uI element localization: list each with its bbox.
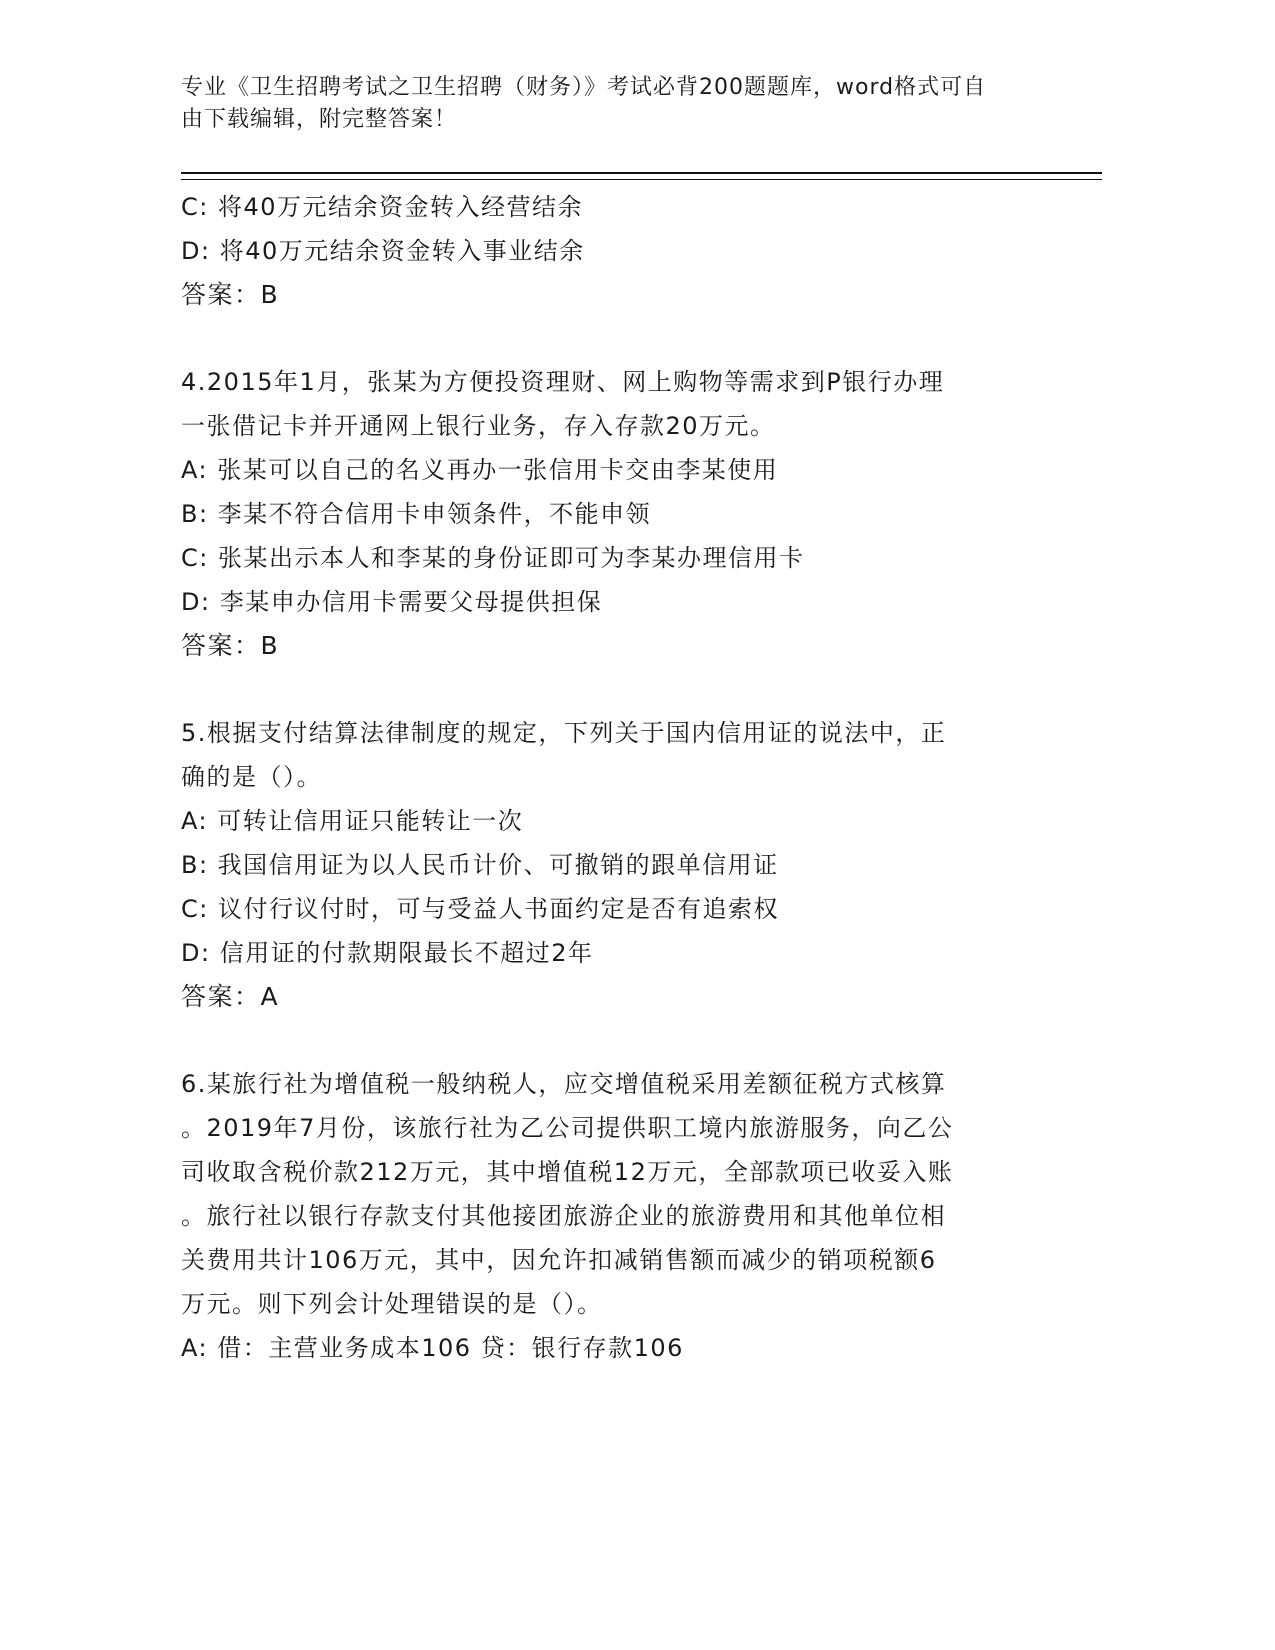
question-6 xyxy=(181,1062,1061,1370)
question-stem-line: 关费用共计106万元，其中，因允许扣减销售额而减少的销项税额6 xyxy=(181,1246,937,1274)
option-c: C: 将40万元结余资金转入经营结余 xyxy=(181,193,584,221)
question-stem-line: 4.2015年1月，张某为方便投资理财、网上购物等需求到P银行办理 xyxy=(181,368,945,396)
answer: 答案：B xyxy=(181,631,280,660)
option-d: D: 李某申办信用卡需要父母提供担保 xyxy=(181,588,603,616)
question-4 xyxy=(181,360,1061,668)
answer: 答案：B xyxy=(181,280,280,309)
header-divider-thin xyxy=(181,179,1102,180)
question-stem-line: 万元。则下列会计处理错误的是（）。 xyxy=(181,1290,603,1318)
question-5 xyxy=(181,711,1061,1019)
question-stem-line: 5.根据支付结算法律制度的规定，下列关于国内信用证的说法中，正 xyxy=(181,719,947,747)
option-a: A: 借：主营业务成本106 贷：银行存款106 xyxy=(181,1334,684,1362)
document-header xyxy=(181,72,1051,136)
question-stem-line: 司收取含税价款212万元，其中增值税12万元，全部款项已收妥入账 xyxy=(181,1158,954,1186)
option-b: B: 李某不符合信用卡申领条件，不能申领 xyxy=(181,500,652,528)
option-d: D: 将40万元结余资金转入事业结余 xyxy=(181,237,585,265)
option-c: C: 议付行议付时，可与受益人书面约定是否有追索权 xyxy=(181,895,779,923)
question-stem-line: 6.某旅行社为增值税一般纳税人，应交增值税采用差额征税方式核算 xyxy=(181,1070,947,1098)
option-c: C: 张某出示本人和李某的身份证即可为李某办理信用卡 xyxy=(181,544,805,572)
option-a: A: 可转让信用证只能转让一次 xyxy=(181,807,524,835)
option-b: B: 我国信用证为以人民币计价、可撤销的跟单信用证 xyxy=(181,851,779,879)
question-3 xyxy=(181,185,1061,317)
question-stem-line: 确的是（）。 xyxy=(181,763,322,791)
question-stem-line: 。旅行社以银行存款支付其他接团旅游企业的旅游费用和其他单位相 xyxy=(181,1202,946,1230)
answer: 答案：A xyxy=(181,982,280,1011)
header-title-line-1: 专业《卫生招聘考试之卫生招聘（财务）》考试必背200题题库，word格式可自 xyxy=(181,75,987,100)
question-list xyxy=(181,185,1061,1370)
question-stem-line: 。2019年7月份，该旅行社为乙公司提供职工境内旅游服务，向乙公 xyxy=(181,1114,954,1142)
option-a: A: 张某可以自己的名义再办一张信用卡交由李某使用 xyxy=(181,456,779,484)
header-divider-thick xyxy=(181,172,1102,174)
option-d: D: 信用证的付款期限最长不超过2年 xyxy=(181,939,594,967)
question-stem-line: 一张借记卡并开通网上银行业务，存入存款20万元。 xyxy=(181,412,776,440)
header-title-line-2: 由下载编辑，附完整答案！ xyxy=(181,107,458,132)
